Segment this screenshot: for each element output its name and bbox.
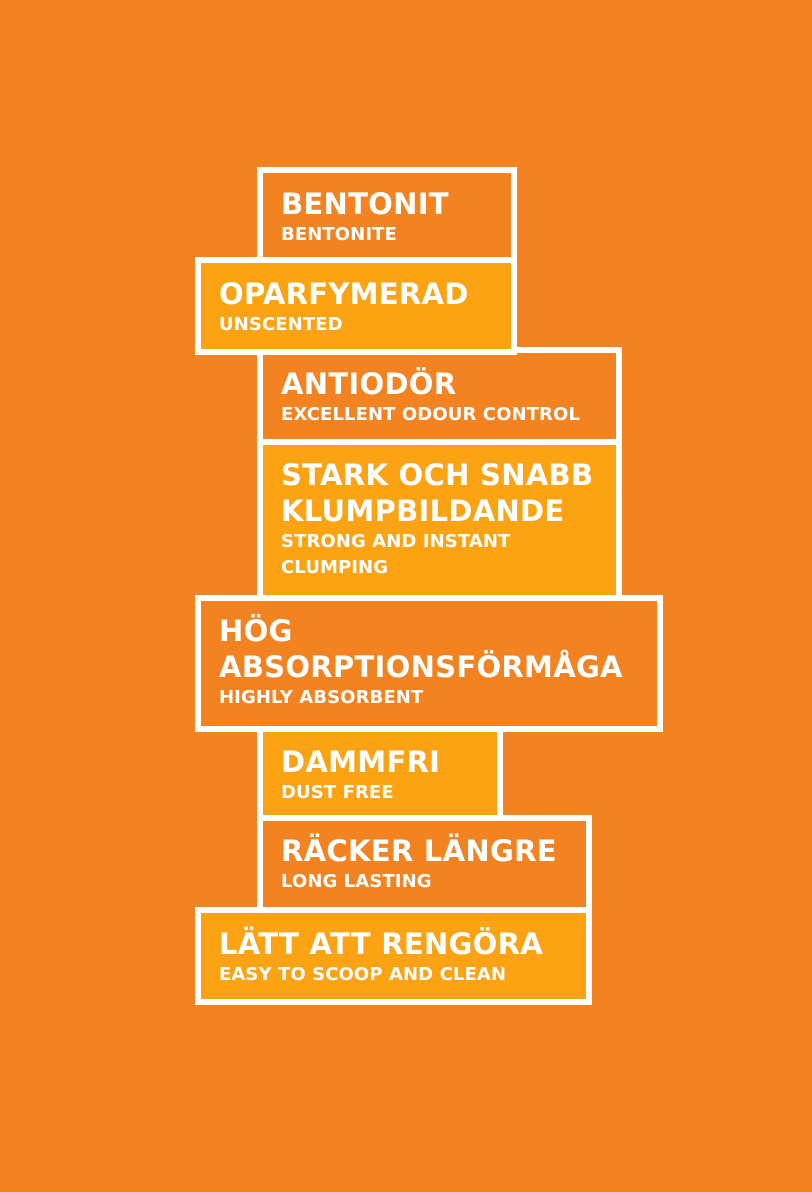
badge-subtitle: EASY TO SCOOP AND CLEAN	[219, 964, 507, 985]
badge-title: BENTONIT	[281, 187, 449, 221]
badge-title: DAMMFRI	[281, 745, 441, 779]
badge-subtitle: DUST FREE	[281, 782, 394, 803]
badge-bentonit	[257, 167, 517, 265]
badge-racker-langre	[257, 815, 592, 913]
badge-oparfymerad	[195, 257, 517, 355]
badge-dammfri	[257, 726, 503, 822]
badge-subtitle: LONG LASTING	[281, 871, 432, 892]
badge-title: ANTIODÖR	[281, 367, 457, 401]
badge-title: OPARFYMERAD	[219, 277, 469, 311]
badge-title: RÄCKER LÄNGRE	[281, 834, 557, 868]
badge-subtitle: STRONG AND INSTANT CLUMPING	[281, 531, 511, 578]
badge-absorptionsformaga	[195, 595, 663, 732]
badge-title: STARK OCH SNABB KLUMPBILDANDE	[281, 458, 594, 528]
badge-antiodor	[257, 347, 622, 445]
badge-subtitle: UNSCENTED	[219, 314, 343, 335]
badge-subtitle: BENTONITE	[281, 224, 397, 245]
badge-title: HÖG ABSORPTIONSFÖRMÅGA	[219, 614, 623, 684]
badge-latt-att-rengora	[195, 907, 592, 1005]
badge-klumpbildande	[257, 439, 622, 601]
badge-subtitle: EXCELLENT ODOUR CONTROL	[281, 404, 580, 425]
badge-subtitle: HIGHLY ABSORBENT	[219, 687, 424, 708]
badge-title: LÄTT ATT RENGÖRA	[219, 927, 543, 961]
